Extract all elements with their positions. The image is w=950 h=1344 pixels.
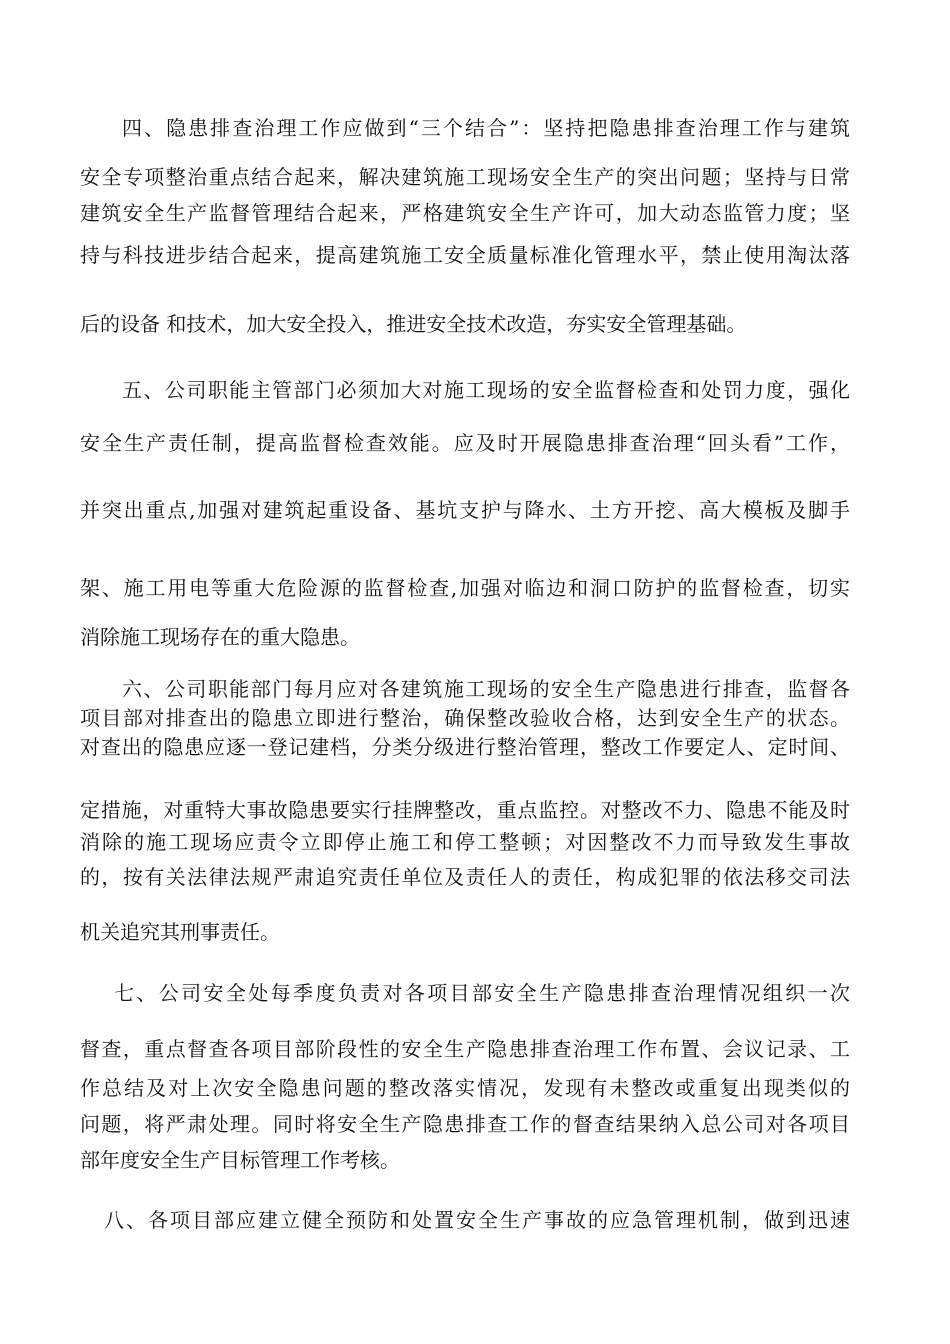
paragraph-5-line-3: 并突出重点,加强对建筑起重设备、基坑支护与降水、土方开挖、高大模板及脚手 [80,498,850,522]
paragraph-6-line-7: 机关追究其刑事责任。 [80,920,280,944]
paragraph-6-line-5: 消除的施工现场应责令立即停止施工和停工整顿；对因整改不力而导致发生事故 [80,830,850,854]
paragraph-4-line-1: 四、隐患排查治理工作应做到“三个结合”：坚持把隐患排查治理工作与建筑 [122,116,850,140]
paragraph-5-line-1: 五、公司职能主管部门必须加大对施工现场的安全监督检查和处罚力度，强化 [122,378,850,402]
paragraph-4-line-3: 建筑安全生产监督管理结合起来，严格建筑安全生产许可，加大动态监管力度；坚 [80,201,850,225]
paragraph-6-line-2: 项目部对排查出的隐患立即进行整治，确保整改验收合格，达到安全生产的状态。 [80,706,850,730]
paragraph-4-line-4: 持与科技进步结合起来，提高建筑施工安全质量标准化管理水平，禁止使用淘汰落 [80,243,850,267]
paragraph-7-line-2: 督查，重点督查各项目部阶段性的安全生产隐患排查治理工作布置、会议记录、工 [80,1037,850,1061]
paragraph-6-line-1: 六、公司职能部门每月应对各建筑施工现场的安全生产隐患进行排查，监督各 [122,677,850,701]
paragraph-7-line-4: 问题，将严肃处理。同时将安全生产隐患排查工作的督查结果纳入总公司对各项目 [80,1112,850,1136]
paragraph-6-line-6: 的，按有关法律法规严肃追究责任单位及责任人的责任，构成犯罪的依法移交司法 [80,865,850,889]
paragraph-4-line-2: 安全专项整治重点结合起来，解决建筑施工现场安全生产的突出问题；坚持与日常 [80,165,850,189]
paragraph-7-line-1: 七、公司安全处每季度负责对各项目部安全生产隐患排查治理情况组织一次 [114,981,850,1005]
paragraph-5-line-5: 消除施工现场存在的重大隐患。 [80,625,360,649]
paragraph-8-line-1: 八、各项目部应建立健全预防和处置安全生产事故的应急管理机制，做到迅速 [104,1208,850,1232]
paragraph-4-line-5: 后的设备 和技术，加大安全投入，推进安全技术改造，夯实安全管理基础。 [80,312,747,336]
paragraph-6-line-3: 对查出的隐患应逐一登记建档，分类分级进行整治管理，整改工作要定人、定时间、 [80,735,850,759]
paragraph-5-line-4: 架、施工用电等重大危险源的监督检查,加强对临边和洞口防护的监督检查，切实 [80,576,850,600]
paragraph-7-line-5: 部年度安全生产目标管理工作考核。 [80,1148,400,1172]
paragraph-7-line-3: 作总结及对上次安全隐患问题的整改落实情况，发现有未整改或重复出现类似的 [80,1076,850,1100]
paragraph-5-line-2: 安全生产责任制，提高监督检查效能。应及时开展隐患排查治理“回头看”工作， [80,431,850,455]
paragraph-6-line-4: 定措施，对重特大事故隐患要实行挂牌整改，重点监控。对整改不力、隐患不能及时 [80,798,850,822]
